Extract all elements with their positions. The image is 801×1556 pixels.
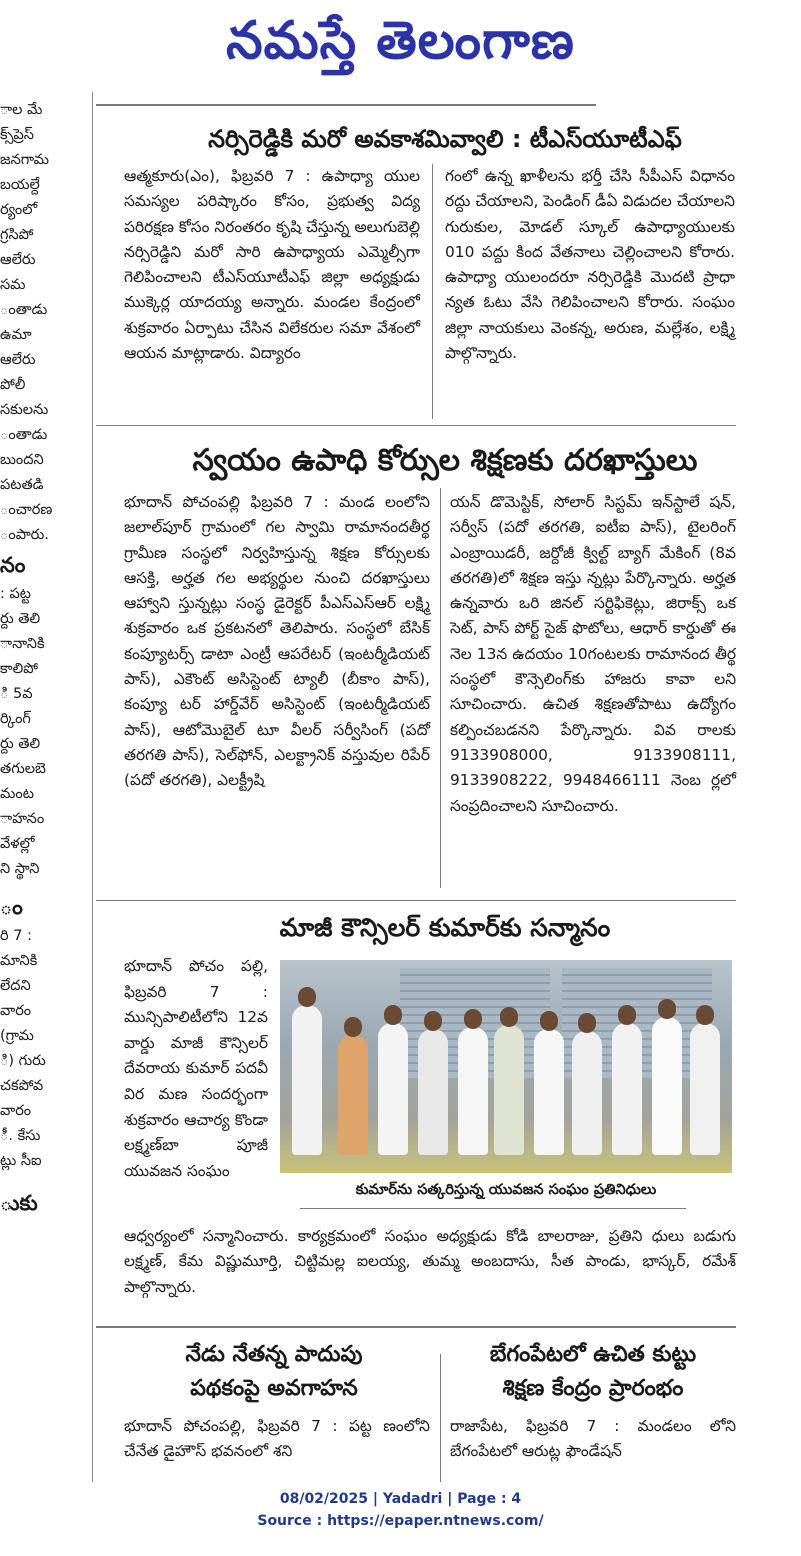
article3-col-left: భూదాన్ పోచం పల్లి, ఫిబ్రవరి 7 : మున్సిపాలిటీలోని 12వ వార్డు మాజీ కౌన్సిలర్ దేవరాయ కుమార్ పదవీ విర మణ సందర్భంగా శుక్రవారం ఆచార్య కొండా లక్ష్మణ్‌బా పూజీ యువజన సంఘం (124, 957, 268, 1180)
left-fragment-line: రి 7 : (0, 928, 32, 944)
article2-col-right: యన్ డొమెస్టిక్, సోలార్ సిస్టమ్ ఇన్‌స్టాలే షన్, సర్వీస్ (పదో తరగతి, ఐటీఐ పాస్), టైలరింగ్ ఎంబ్రాయిడరీ, జర్దోజీ క్విల్ట్ బ్యాగ్ మేకింగ్ (8వ తరగతి)లో శిక్షణ ఇస్తు న్నట్లు పేర్కొన్నారు. అర్హత ఉన్నవారు ఒరి జినల్ సర్టిఫికెట్లు, జిరాక్స్ ఒక సెట్, పాస్ పోర్ట్ సైజ్ ఫొటోలు, ఆధార్ కార్డుతో ఈ నెల 13న ఉదయం 10గంటలకు రామానంద తీర్థ సంస్థలో కౌన్సెలింగ్‌కు హాజరు కావా లని సూచించారు. ఉచిత శిక్షణతోపాటు ఉద్యోగం కల్పించబడనని పేర్కొన్నారు. వివ రాలకు 9133908000, 9133908111, 9133908222, 9948466111 నెంబ ర్లలో సంప్రదించాలని సూచించారు. (450, 493, 736, 815)
article5-headline-line1: బేగంపేటలో ఉచిత కుట్టు (489, 1342, 697, 1367)
left-fragment-line: : పట్ట (0, 586, 31, 602)
left-fragment-line: మంట (0, 786, 34, 802)
left-fragment-line: పటతడి (0, 477, 44, 493)
left-fragment-line: ని స్థాని (0, 861, 40, 877)
article5-headline-line2: శిక్షణ కేంద్రం ప్రారంభం (502, 1376, 684, 1401)
left-fragment-line: ంచారణ (0, 502, 53, 518)
left-fragment-line: జనగామ (0, 152, 50, 168)
article4-headline-line1: నేడు నేతన్న పాదుపు (185, 1342, 363, 1367)
page-footer (0, 1488, 801, 1532)
left-fragment-line: ర్దు తెలి (0, 736, 41, 752)
left-fragment-line: బుందని (0, 452, 44, 468)
article2-col-left: భూదాన్ పోచంపల్లి ఫిబ్రవరి 7 : మండ లంలోని జలాల్‌పూర్ గ్రామంలో గల స్వామి రామానందతీర్థ గ్రామీణ సంస్థలో నిర్వహిస్తున్న శిక్షణ కోర్సులకు ఆసక్తి, అర్హత గల అభ్యర్థుల నుంచి దరఖాస్తులు ఆహ్వాని స్తున్నట్లు సంస్థ డైరెక్టర్ పీఎస్‌ఎస్‌ఆర్ లక్ష్మి శుక్రవారం ఒక ప్రకటనలో తెలిపారు. సంస్థలో బేసిక్ కంప్యూటర్స్ డాటా ఎంట్రీ ఆపరేటర్ (ఇంటర్మీడియట్ పాస్), ఎకౌంట్ అసిస్టెంట్ ట్యాలీ (బీకాం పాస్), కంప్యూ టర్ హార్డ్‌వేర్ అసిస్టెంట్ (ఇంటర్మీడియట్ పాస్), ఆటోమొబైల్ టూ వీలర్ సర్వీసింగ్ (పదో తరగతి పాస్), సెల్‌ఫోన్, ఎలక్ట్రానిక్ వస్తువుల రిపేర్ (పదో తరగతి), ఎలక్ట్రీషి (124, 493, 430, 790)
left-fragment-line: ఆలేరు (0, 252, 36, 268)
left-fragment-line: (గ్రామ (0, 1028, 34, 1044)
left-fragment-line: మానికి (0, 953, 38, 969)
left-fragment-line: కాలిపో (0, 661, 38, 677)
left-fragment-line: ి) గురు (0, 1053, 46, 1069)
left-fragment-line: ంపారు. (0, 527, 49, 543)
left-fragment-line: క్స్‌ప్రెస్ (0, 127, 34, 143)
left-fragment-line: ర్కింగ్ (0, 711, 31, 727)
photo-caption: కుమార్‌ను సత్కరిస్తున్న యువజన సంఘం ప్రతినిధులు (355, 1182, 657, 1198)
left-fragment-line: చకపోవ (0, 1078, 44, 1094)
left-fragment-block-2 (0, 582, 92, 882)
left-fragment-line: ాహనం (0, 811, 45, 827)
rule-a4-col (440, 1354, 441, 1482)
rule-a1-bottom (96, 425, 736, 426)
footer-edition-line: 08/02/2025 | Yadadri | Page : 4 (279, 1491, 522, 1507)
left-fragment-line: తగులబె (0, 761, 46, 777)
rule-a2-bottom (96, 900, 736, 901)
left-fragment-block-3 (0, 924, 92, 1174)
left-fragment-line: సమ (0, 277, 26, 293)
article3-headline: మాజీ కౌన్సిలర్ కుమార్‌కు సన్మానం (279, 913, 611, 942)
left-fragment-line: పోలీ (0, 377, 26, 393)
article1-col-left: ఆత్మకూరు(ఎం), ఫిబ్రవరి 7 : ఉపాధ్యా యుల సమస్యల పరిష్కారం కోసం, ప్రభుత్వ విద్య పరిరక్షణ కోసం నిరంతరం కృషి చేస్తున్న అలుగుబెల్లి నర్సిరెడ్డిని మరో సారి ఉపాధ్యాయ ఎమ్మెల్సీగా గెలిపించాలని టీఎస్‌యూటీఎఫ్ జిల్లా అధ్యక్షుడు ముక్కెర్ల యాదయ్య అన్నారు. మండల కేంద్రంలో శుక్రవారం ఏర్పాటు చేసిన విలేకరుల సమా వేశంలో ఆయన మాట్లాడారు. విద్యారం (124, 167, 420, 363)
left-fragment-line: గ్రసిపో (0, 227, 34, 243)
left-fragment-line: ర్దు తెలి (0, 611, 41, 627)
left-fragment-line: ీ. కేసు (0, 1128, 41, 1144)
article5-body: రాజాపేట, ఫిబ్రవరి 7 : మండలం లోని బేగంపేటలో ఆరుట్ల ఫౌండేషన్ (450, 1417, 736, 1461)
caption-rule (300, 1208, 686, 1209)
left-fragment-line: వేళల్లో (0, 836, 35, 852)
article1-col-right: గంలో ఉన్న ఖాళీలను భర్తీ చేసి సీపీఎస్ విధానం రద్దు చేయాలని, పెండింగ్ డీఏ విడుదల చేయాలని గురుకుల, మోడల్ స్కూల్ ఉపాధ్యాయులకు 010 పద్దు కింద వేతనాలు చెల్లించాలని కోరారు. ఉపాధ్యా యులందరూ నర్సిరెడ్డికి మొదటి ప్రాధా న్యత ఓటు వేసి గెలిపించాలని కోరారు. సంఘం జిల్లా నాయకులు వెంకన్న, అరుణ, మల్లేశం, లక్ష్మి పాల్గొన్నారు. (445, 167, 735, 363)
masthead-title: నమస్తే తెలంగాణ (226, 11, 575, 71)
left-fragment-line: సకులను (0, 402, 49, 418)
article4-body: భూదాన్ పోచంపల్లి, ఫిబ్రవరి 7 : పట్ట ణంలోని చేనేత డైహౌస్ భవనంలో శని (124, 1417, 430, 1461)
left-fragment-line: వారం (0, 1103, 32, 1119)
left-fragment-line: వారం (0, 1003, 32, 1019)
footer-source-line: Source : https://epaper.ntnews.com/ (257, 1513, 544, 1529)
left-fragment-line: ఉమా (0, 327, 32, 343)
rule-top (96, 104, 596, 106)
left-fragment-line: ంతాడు (0, 427, 48, 443)
left-fragment-heading-2: ం (0, 895, 23, 919)
rule-a3-bottom (96, 1326, 736, 1328)
newspaper-clip (0, 92, 801, 1482)
left-fragment-line: ర్యంలో (0, 202, 38, 218)
article1-headline: నర్సిరెడ్డికి మరో అవకాశమివ్వాలి : టీఎస్‌యూటీఎఫ్ (208, 125, 682, 153)
ceremony-photo (280, 960, 732, 1173)
left-fragment-heading-3: ుకు (0, 1191, 38, 1215)
article3-body-full: ఆధ్వర్యంలో సన్మానించారు. కార్యక్రమంలో సంఘం అధ్యక్షుడు కోడి బాలరాజు, ప్రతిని ధులు బడుగు లక్ష్మణ్, కేమ విష్ణుమూర్తి, చిట్టిమల్ల ఐలయ్య, తుమ్మ అంబదాసు, సీత పాండు, భాస్కర్, రమేశ్ పాల్గొన్నారు. (124, 1227, 736, 1296)
left-fragment-line: ి 5వ (0, 686, 33, 702)
rule-a1-col (432, 164, 433, 419)
left-fragment-line: ానానికి (0, 636, 45, 652)
left-fragment-line: ాల మే (0, 102, 43, 118)
article4-headline-line2: పథకంపై అవగాహన (190, 1376, 358, 1401)
rule-a2-col (440, 488, 441, 888)
left-fragment-heading-1: నం (0, 553, 26, 577)
left-fragment-column (0, 92, 93, 1482)
left-fragment-line: లేదని (0, 978, 31, 994)
left-fragment-block-1 (0, 92, 92, 548)
left-fragment-line: ంతాడు (0, 302, 48, 318)
left-fragment-line: బయల్దే (0, 177, 40, 193)
left-fragment-line: ఆలేరు (0, 352, 36, 368)
left-fragment-line: ట్లు సీఐ (0, 1153, 42, 1169)
article2-headline: స్వయం ఉపాధి కోర్సుల శిక్షణకు దరఖాస్తులు (192, 443, 698, 478)
